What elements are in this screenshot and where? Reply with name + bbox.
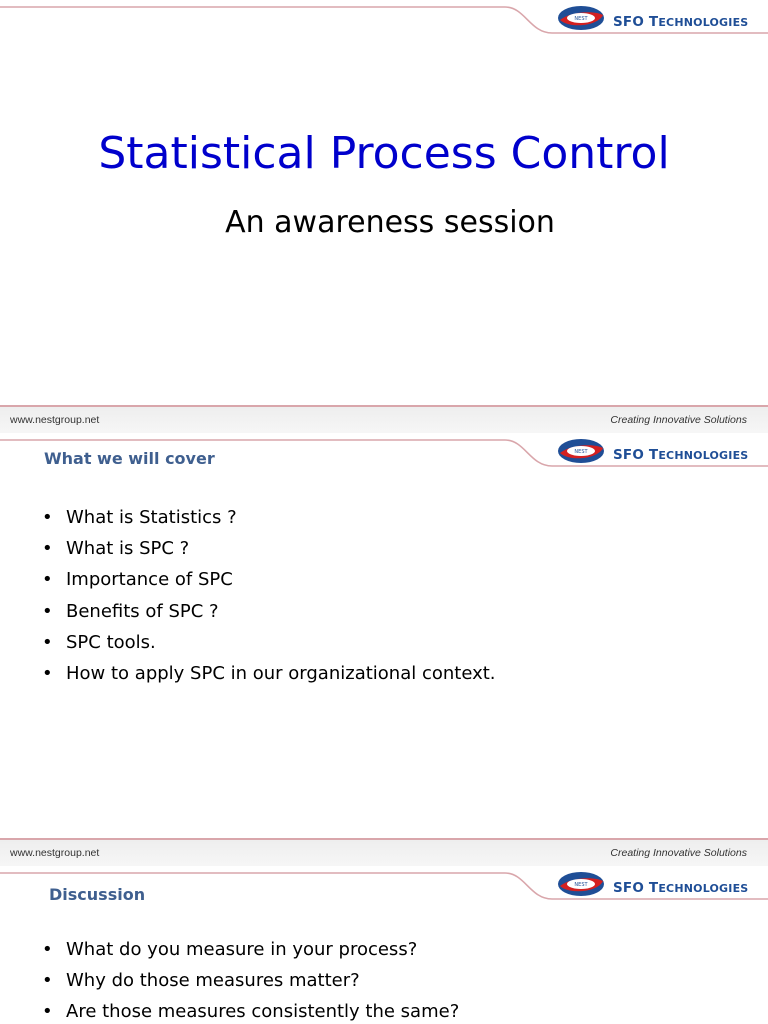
list-item: • Are those measures consistently the same?: [42, 1001, 460, 1023]
bullet-icon: •: [42, 662, 53, 684]
svg-text:NEST: NEST: [574, 449, 588, 455]
list-item: • Why do those measures matter?: [42, 970, 360, 992]
footer-url: www.nestgroup.net: [10, 847, 100, 859]
footer-url: www.nestgroup.net: [10, 414, 100, 426]
list-item: • What is SPC ?: [42, 538, 190, 560]
list-item: • Benefits of SPC ?: [42, 600, 219, 622]
bullet-icon: •: [42, 939, 53, 960]
bullet-list: [40, 507, 496, 694]
footer-tagline: Creating Innovative Solutions: [610, 414, 747, 426]
bullet-icon: •: [42, 1001, 53, 1023]
bullet-icon: •: [42, 631, 53, 653]
brand-name: SFO TECHNOLOGIES: [613, 14, 749, 30]
footer-tagline: Creating Innovative Solutions: [610, 847, 747, 859]
slide-discussion: [0, 866, 768, 1024]
list-item: • SPC tools.: [42, 631, 156, 653]
bullet-list: [40, 939, 459, 1024]
slide-agenda: [0, 433, 768, 839]
list-item: • How to apply SPC in our organizational context.: [42, 662, 496, 684]
svg-text:NEST: NEST: [574, 882, 588, 888]
slide-subtitle: An awareness session: [225, 205, 555, 240]
bullet-icon: •: [42, 970, 53, 992]
svg-text:NEST: NEST: [574, 16, 588, 22]
brand-name: SFO TECHNOLOGIES: [613, 880, 749, 896]
nest-logo-icon: [556, 4, 606, 32]
list-item: • What do you measure in your process?: [42, 939, 418, 960]
bullet-icon: •: [42, 569, 53, 591]
bullet-icon: •: [42, 600, 53, 622]
nest-logo-icon: [556, 870, 606, 898]
brand-name: SFO TECHNOLOGIES: [613, 447, 749, 463]
slide-footer: [0, 405, 768, 435]
list-item: • Importance of SPC: [42, 569, 233, 591]
slide-footer: [0, 838, 768, 868]
bullet-icon: •: [42, 507, 53, 528]
slide-heading: What we will cover: [44, 449, 215, 468]
slide-title-text: Statistical Process Control: [98, 128, 670, 179]
nest-logo-icon: [556, 437, 606, 465]
bullet-icon: •: [42, 538, 53, 560]
slide-title: [0, 0, 768, 405]
slide-heading: Discussion: [49, 885, 146, 904]
list-item: • What is Statistics ?: [42, 507, 237, 528]
